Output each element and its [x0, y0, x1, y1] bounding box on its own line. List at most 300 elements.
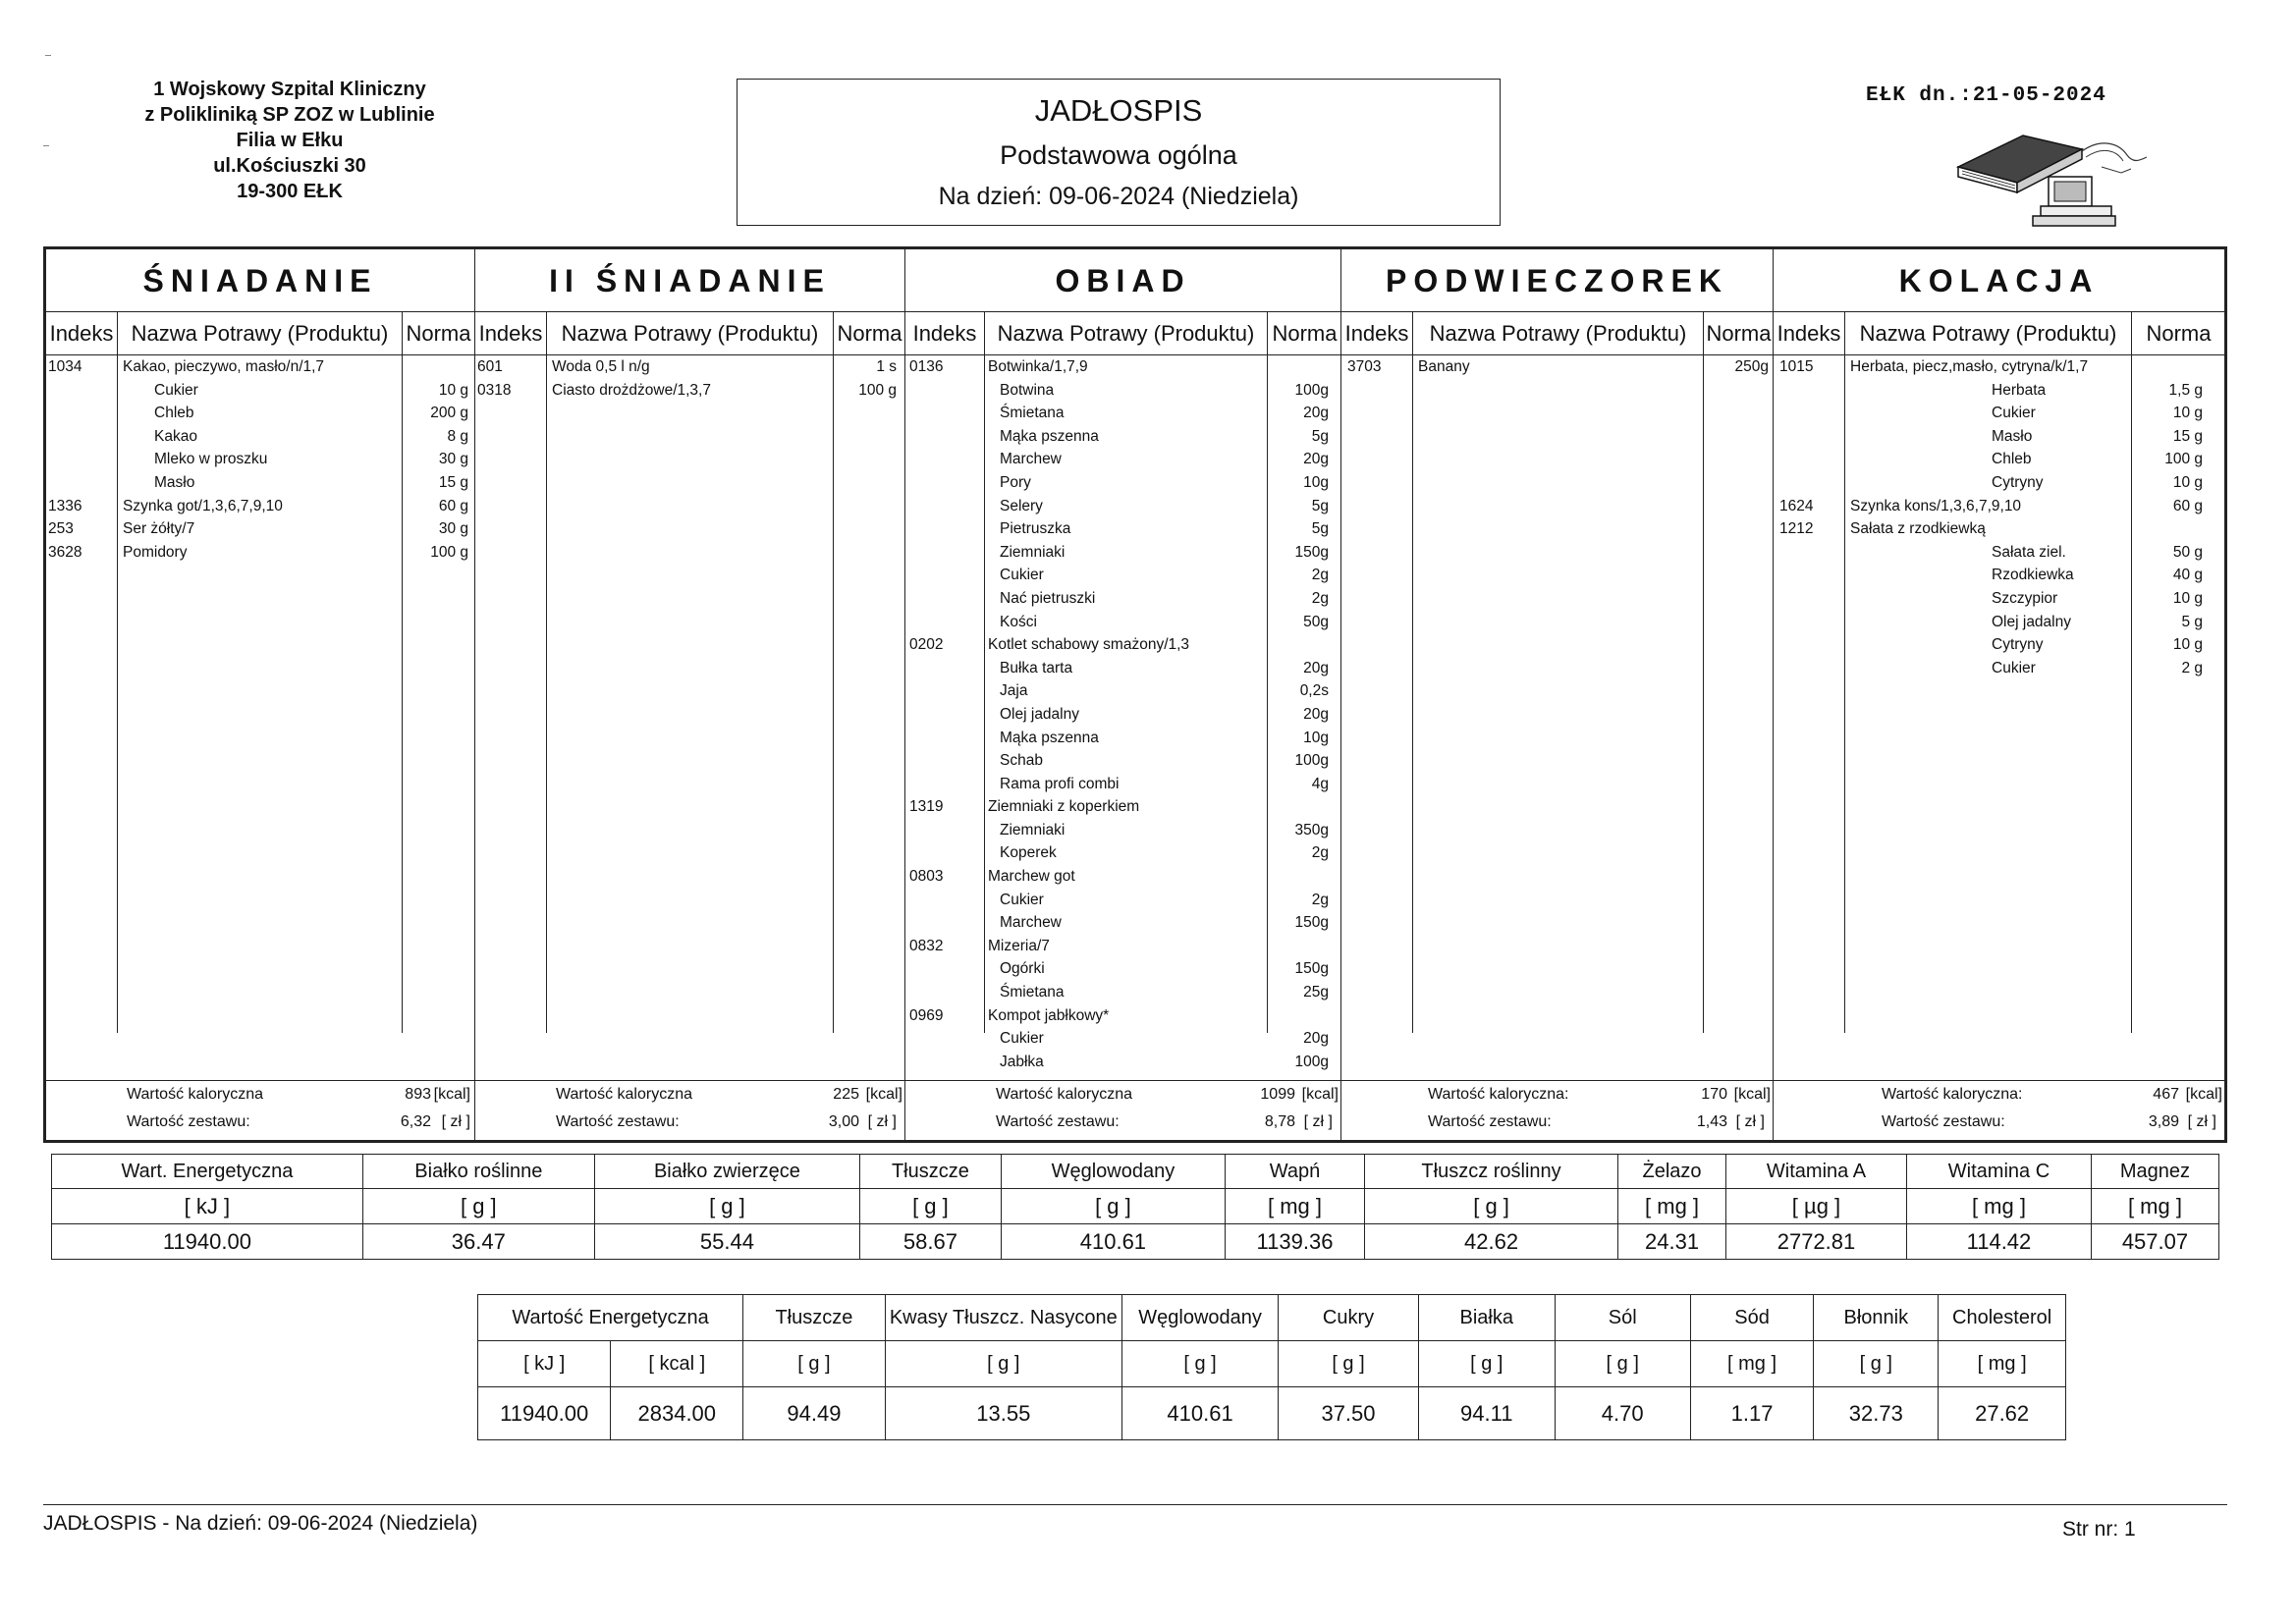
nutrition-value-cell: 94.49 — [743, 1387, 886, 1440]
meal-title: ŚNIADANIE — [46, 249, 474, 312]
nutrition-cell: [ mg ] — [1618, 1189, 1726, 1224]
nutrition-cell: Witamina A — [1726, 1155, 1907, 1189]
nutrition-cell: 42.62 — [1365, 1224, 1618, 1260]
dish-row — [1774, 564, 2224, 587]
dish-row — [905, 679, 1340, 703]
ingredient-name: Kości — [1000, 613, 1037, 630]
dish-row — [905, 773, 1340, 796]
meal-lunch — [904, 249, 1340, 1140]
ingredient-name: Sałata ziel. — [1992, 543, 2066, 561]
dish-row — [905, 425, 1340, 449]
dish-row — [905, 564, 1340, 587]
ingredient-name: Nać pietruszki — [1000, 589, 1096, 607]
dish-index: 1212 — [1779, 520, 1814, 538]
header-name: Nazwa Potrawy (Produktu) — [117, 312, 402, 355]
meal-title: KOLACJA — [1774, 249, 2224, 312]
nutrition-cell: 58.67 — [859, 1224, 1001, 1260]
dish-index: 1034 — [48, 358, 82, 375]
hospital-line: z Polikliniką SP ZOZ w Lublinie — [144, 104, 435, 126]
dish-name: Mizeria/7 — [988, 937, 1050, 954]
dish-name: Banany — [1418, 358, 1470, 375]
nutrition-unit-cell: [ g ] — [1555, 1341, 1690, 1387]
nutrition-cell: [ mg ] — [1225, 1189, 1364, 1224]
dish-row — [1774, 541, 2224, 565]
dish-index: 0803 — [909, 868, 944, 886]
kcal-label: Wartość kaloryczna — [556, 1086, 692, 1103]
header-norma: Norma — [2131, 312, 2225, 355]
dish-norma: 25g — [1303, 984, 1329, 1001]
meal-summary — [1341, 1080, 1773, 1136]
ingredient-name: Marchew — [1000, 914, 1062, 932]
ingredient-name: Cukier — [1000, 567, 1044, 584]
dish-norma: 1 s — [876, 358, 897, 375]
nutrition-header-cell: Cukry — [1279, 1295, 1419, 1341]
dish-row — [1774, 495, 2224, 518]
nutrition-cell: 2772.81 — [1726, 1224, 1907, 1260]
ingredient-name: Selery — [1000, 497, 1043, 514]
dish-norma: 50g — [1303, 613, 1329, 630]
meal-supper — [1773, 249, 2224, 1140]
kcal-unit: [kcal] — [865, 1086, 902, 1103]
hospital-line: 1 Wojskowy Szpital Kliniczny — [153, 79, 426, 100]
cost-value: 3,89 — [2148, 1113, 2179, 1130]
ingredient-name: Mąka pszenna — [1000, 729, 1099, 746]
dish-norma: 30 g — [438, 520, 468, 538]
dish-norma: 100g — [1294, 1053, 1329, 1070]
dish-norma: 10g — [1303, 473, 1329, 491]
header-norma: Norma — [833, 312, 905, 355]
nutrition-header-cell: Sól — [1555, 1295, 1690, 1341]
nutrition-value-cell: 1.17 — [1690, 1387, 1814, 1440]
dish-row — [905, 957, 1340, 981]
nutrition-value-cell: 37.50 — [1279, 1387, 1419, 1440]
dish-norma: 4g — [1311, 775, 1329, 792]
title-box — [737, 79, 1501, 226]
dish-norma: 10 g — [438, 381, 468, 399]
header-index: Indeks — [912, 321, 977, 346]
dish-norma: 20g — [1303, 705, 1329, 723]
kcal-value: 467 — [2153, 1086, 2179, 1103]
cost-value: 3,00 — [828, 1113, 859, 1130]
nutrition-table-summary — [477, 1294, 2066, 1440]
cost-label: Wartość zestawu: — [556, 1113, 680, 1130]
ingredient-name: Śmietana — [1000, 984, 1065, 1001]
nutrition-header-row — [478, 1295, 2066, 1341]
dish-norma: 100 g — [858, 381, 897, 399]
ingredient-name: Mleko w proszku — [154, 451, 268, 468]
nutrition-cell: Wapń — [1225, 1155, 1364, 1189]
dish-norma: 10g — [1303, 729, 1329, 746]
dish-name: Woda 0,5 l n/g — [552, 358, 650, 375]
diet-type: Podstawowa ogólna — [1000, 140, 1237, 170]
dish-norma: 10 g — [2172, 636, 2203, 654]
nutrition-value-cell: 32.73 — [1814, 1387, 1939, 1440]
nutrition-header-cell: Kwasy Tłuszcz. Nasycone — [885, 1295, 1121, 1341]
kcal-unit: [kcal] — [433, 1086, 470, 1103]
kcal-value: 1099 — [1260, 1086, 1295, 1103]
dish-norma: 5g — [1311, 520, 1329, 538]
nutrition-unit-cell: [ g ] — [885, 1341, 1121, 1387]
dish-row — [905, 911, 1340, 935]
nutrition-cell: Witamina C — [1906, 1155, 2091, 1189]
dish-norma: 20g — [1303, 659, 1329, 676]
dish-norma: 150g — [1294, 914, 1329, 932]
cost-unit: [ zł ] — [1735, 1113, 1765, 1130]
dish-row — [1341, 355, 1773, 379]
ingredient-name: Bułka tarta — [1000, 659, 1073, 676]
nutrition-header-cell: Cholesterol — [1939, 1295, 2066, 1341]
nutrition-unit-row — [52, 1189, 2219, 1224]
scan-mark — [45, 55, 51, 56]
nutrition-value-row — [52, 1224, 2219, 1260]
ingredient-name: Chleb — [1992, 451, 2032, 468]
nutrition-cell: [ mg ] — [1906, 1189, 2091, 1224]
cost-value: 1,43 — [1696, 1113, 1727, 1130]
ingredient-name: Masło — [1992, 427, 2033, 445]
dish-row — [1774, 448, 2224, 471]
dish-norma: 2g — [1311, 567, 1329, 584]
meal-title: II ŚNIADANIE — [475, 249, 904, 312]
dish-name: Sałata z rzodkiewką — [1850, 520, 1986, 538]
dish-norma: 60 g — [2172, 497, 2203, 514]
nutrition-unit-cell: [ mg ] — [1939, 1341, 2066, 1387]
dish-index: 601 — [477, 358, 503, 375]
ingredient-name: Botwina — [1000, 381, 1055, 399]
dish-row — [1774, 425, 2224, 449]
ingredient-name: Schab — [1000, 752, 1043, 770]
nutrition-cell: Wart. Energetyczna — [52, 1155, 363, 1189]
meal-summary — [475, 1080, 904, 1136]
dish-index: 3628 — [48, 543, 82, 561]
nutrition-cell: 1139.36 — [1225, 1224, 1364, 1260]
dish-norma: 0,2s — [1299, 682, 1329, 700]
dish-index: 0969 — [909, 1006, 944, 1024]
column-headers — [1341, 312, 1773, 355]
dish-row — [46, 471, 474, 495]
header-name: Nazwa Potrawy (Produktu) — [984, 312, 1267, 355]
cost-value: 6,32 — [400, 1113, 431, 1130]
nutrition-cell: Żelazo — [1618, 1155, 1726, 1189]
dish-norma: 250g — [1734, 358, 1769, 375]
cost-unit: [ zł ] — [441, 1113, 470, 1130]
dish-name: Herbata, piecz,masło, cytryna/k/1,7 — [1850, 358, 2089, 375]
kcal-unit: [kcal] — [1301, 1086, 1339, 1103]
dish-name: Ziemniaki z koperkiem — [988, 798, 1140, 816]
ingredient-name: Cytryny — [1992, 636, 2044, 654]
column-divider — [833, 355, 834, 1033]
nutrition-value-cell: 410.61 — [1121, 1387, 1278, 1440]
kcal-label: Wartość kaloryczna: — [1428, 1086, 1569, 1103]
ingredient-name: Mąka pszenna — [1000, 427, 1099, 445]
cost-unit: [ zł ] — [2187, 1113, 2216, 1130]
header-norma: Norma — [402, 312, 474, 355]
nutrition-unit-cell: [ g ] — [1121, 1341, 1278, 1387]
nutrition-header-cell: Sód — [1690, 1295, 1814, 1341]
dish-index: 253 — [48, 520, 74, 538]
nutrition-cell: 457.07 — [2091, 1224, 2218, 1260]
dish-norma: 100g — [1294, 381, 1329, 399]
scan-mark — [43, 145, 49, 146]
dish-row — [905, 981, 1340, 1004]
nutrition-header-cell: Błonnik — [1814, 1295, 1939, 1341]
header-name: Nazwa Potrawy (Produktu) — [1412, 312, 1703, 355]
dish-row — [1774, 379, 2224, 403]
dish-row — [1774, 471, 2224, 495]
dish-norma: 100 g — [2164, 451, 2203, 468]
column-headers — [905, 312, 1340, 355]
nutrition-cell: Tłuszcz roślinny — [1365, 1155, 1618, 1189]
nutrition-cell: Magnez — [2091, 1155, 2218, 1189]
dish-row — [905, 633, 1340, 657]
nutrition-header-row — [52, 1155, 2219, 1189]
header-index: Indeks — [1777, 321, 1841, 346]
dish-list — [1774, 355, 2224, 679]
column-headers — [46, 312, 474, 355]
hospital-line: ul.Kościuszki 30 — [213, 155, 366, 177]
dish-norma: 5g — [1311, 427, 1329, 445]
dish-norma: 1,5 g — [2168, 381, 2203, 399]
hospital-line: 19-300 EŁK — [237, 181, 343, 202]
ingredient-name: Pietruszka — [1000, 520, 1071, 538]
nutrition-value-row — [478, 1387, 2066, 1440]
dish-norma: 10 g — [2172, 473, 2203, 491]
dish-name: Szynka got/1,3,6,7,9,10 — [123, 497, 283, 514]
cost-label: Wartość zestawu: — [127, 1113, 250, 1130]
ingredient-name: Koperek — [1000, 844, 1057, 862]
dish-norma: 200 g — [430, 405, 468, 422]
cost-label: Wartość zestawu: — [1428, 1113, 1552, 1130]
column-headers — [1774, 312, 2224, 355]
ingredient-name: Olej jadalny — [1000, 705, 1079, 723]
dish-row — [475, 355, 904, 379]
nutrition-cell: [ g ] — [362, 1189, 594, 1224]
dish-norma: 10 g — [2172, 589, 2203, 607]
dish-row — [905, 935, 1340, 958]
dish-index: 0136 — [909, 358, 944, 375]
energy-unit-kj: [ kJ ] — [478, 1341, 611, 1387]
header-index: Indeks — [1344, 321, 1409, 346]
dish-row — [1774, 517, 2224, 541]
header-index: Indeks — [49, 321, 114, 346]
ingredient-name: Ziemniaki — [1000, 543, 1066, 561]
nutrition-header-cell: Białka — [1418, 1295, 1555, 1341]
ingredient-name: Cytryny — [1992, 473, 2044, 491]
dish-norma: 40 g — [2172, 567, 2203, 584]
dish-name: Ciasto drożdżowe/1,3,7 — [552, 381, 711, 399]
meal-summary — [46, 1080, 474, 1136]
nutrition-unit-cell: [ g ] — [1418, 1341, 1555, 1387]
dish-row — [905, 819, 1340, 842]
dish-name: Kompot jabłkowy* — [988, 1006, 1110, 1024]
dish-name: Marchew got — [988, 868, 1075, 886]
nutrition-cell: Tłuszcze — [859, 1155, 1001, 1189]
dish-row — [905, 471, 1340, 495]
dish-list — [475, 355, 904, 402]
dish-index: 3703 — [1347, 358, 1382, 375]
dish-row — [46, 517, 474, 541]
dish-norma: 60 g — [438, 497, 468, 514]
nutrition-unit-cell: [ g ] — [1279, 1341, 1419, 1387]
dish-row — [46, 495, 474, 518]
dish-row — [46, 541, 474, 565]
dish-row — [905, 517, 1340, 541]
nutrition-cell: 11940.00 — [52, 1224, 363, 1260]
dish-norma: 15 g — [438, 473, 468, 491]
nutrition-cell: [ µg ] — [1726, 1189, 1907, 1224]
dish-norma: 20g — [1303, 1030, 1329, 1048]
dish-row — [1774, 611, 2224, 634]
nutrition-cell: 410.61 — [1001, 1224, 1225, 1260]
header-name: Nazwa Potrawy (Produktu) — [546, 312, 833, 355]
kcal-label: Wartość kaloryczna — [996, 1086, 1132, 1103]
dish-name: Kotlet schabowy smażony/1,3 — [988, 636, 1190, 654]
ingredient-name: Chleb — [154, 405, 194, 422]
column-headers — [475, 312, 904, 355]
dish-row — [1774, 402, 2224, 425]
nutrition-cell: 36.47 — [362, 1224, 594, 1260]
ingredient-name: Cukier — [1992, 405, 2036, 422]
dish-row — [905, 355, 1340, 379]
dish-row — [905, 727, 1340, 750]
nutrition-cell: [ g ] — [594, 1189, 859, 1224]
header-norma: Norma — [1267, 312, 1341, 355]
dish-norma: 2 g — [2181, 659, 2203, 676]
kcal-value: 893 — [405, 1086, 431, 1103]
book-computer-icon — [1954, 128, 2151, 230]
nutrition-table-main — [51, 1154, 2219, 1260]
dish-row — [46, 379, 474, 403]
dish-name: Botwinka/1,7,9 — [988, 358, 1088, 375]
dish-index: 0202 — [909, 636, 944, 654]
ingredient-name: Cukier — [1000, 891, 1044, 908]
dish-row — [905, 795, 1340, 819]
ingredient-name: Masło — [154, 473, 195, 491]
hospital-line: Filia w Ełku — [236, 130, 344, 151]
nutrition-value-cell: 94.11 — [1418, 1387, 1555, 1440]
meal-title: PODWIECZOREK — [1341, 249, 1773, 312]
dish-index: 1624 — [1779, 497, 1814, 514]
ingredient-name: Cukier — [1992, 659, 2036, 676]
dish-row — [905, 1027, 1340, 1051]
header-name: Nazwa Potrawy (Produktu) — [1844, 312, 2131, 355]
dish-name: Pomidory — [123, 543, 188, 561]
dish-norma: 50 g — [2172, 543, 2203, 561]
ingredient-name: Cukier — [1000, 1030, 1044, 1048]
nutrition-value-cell: 4.70 — [1555, 1387, 1690, 1440]
dish-row — [905, 841, 1340, 865]
nutrition-cell: [ mg ] — [2091, 1189, 2218, 1224]
dish-row — [905, 541, 1340, 565]
dish-row — [905, 402, 1340, 425]
dish-norma: 8 g — [447, 427, 468, 445]
energy-value-kj: 11940.00 — [478, 1387, 611, 1440]
ingredient-name: Szczypior — [1992, 589, 2058, 607]
dish-list — [1341, 355, 1773, 379]
dish-row — [905, 865, 1340, 889]
dish-row — [1774, 587, 2224, 611]
meal-afternoon-snack — [1340, 249, 1773, 1140]
dish-row — [905, 889, 1340, 912]
nutrition-unit-cell: [ g ] — [1814, 1341, 1939, 1387]
ingredient-name: Kakao — [154, 427, 197, 445]
page-number: Str nr: 1 — [2062, 1518, 2136, 1541]
dish-index: 0832 — [909, 937, 944, 954]
nutrition-cell: 24.31 — [1618, 1224, 1726, 1260]
kcal-value: 170 — [1701, 1086, 1727, 1103]
dish-norma: 5 g — [2181, 613, 2203, 630]
menu-date: Na dzień: 09-06-2024 (Niedziela) — [938, 183, 1299, 210]
dish-norma: 20g — [1303, 405, 1329, 422]
nutrition-cell: 114.42 — [1906, 1224, 2091, 1260]
dish-norma: 10 g — [2172, 405, 2203, 422]
ingredient-name: Olej jadalny — [1992, 613, 2071, 630]
nutrition-cell: [ g ] — [1001, 1189, 1225, 1224]
header-norma: Norma — [1703, 312, 1774, 355]
dish-norma: 150g — [1294, 543, 1329, 561]
nutrition-cell: 55.44 — [594, 1224, 859, 1260]
kcal-value: 225 — [833, 1086, 859, 1103]
ingredient-name: Cukier — [154, 381, 198, 399]
nutrition-cell: [ g ] — [1365, 1189, 1618, 1224]
dish-norma: 20g — [1303, 451, 1329, 468]
dish-name: Szynka kons/1,3,6,7,9,10 — [1850, 497, 2022, 514]
dish-norma: 2g — [1311, 891, 1329, 908]
meal-title: OBIAD — [905, 249, 1340, 312]
ingredient-name: Pory — [1000, 473, 1031, 491]
meal-summary — [905, 1080, 1340, 1136]
column-divider — [1412, 355, 1413, 1033]
dish-name: Ser żółty/7 — [123, 520, 195, 538]
dish-norma: 2g — [1311, 844, 1329, 862]
cost-unit: [ zł ] — [867, 1113, 897, 1130]
ingredient-name: Rzodkiewka — [1992, 567, 2074, 584]
ingredient-name: Jabłka — [1000, 1053, 1044, 1070]
dish-row — [905, 749, 1340, 773]
cost-unit: [ zł ] — [1303, 1113, 1333, 1130]
dish-name: Kakao, pieczywo, masło/n/1,7 — [123, 358, 325, 375]
dish-list — [46, 355, 474, 564]
ingredient-name: Śmietana — [1000, 405, 1065, 422]
nutrition-header-cell: Węglowodany — [1121, 1295, 1278, 1341]
kcal-unit: [kcal] — [1733, 1086, 1771, 1103]
cost-label: Wartość zestawu: — [996, 1113, 1120, 1130]
kcal-label: Wartość kaloryczna: — [1882, 1086, 2023, 1103]
ingredient-name: Herbata — [1992, 381, 2047, 399]
kcal-label: Wartość kaloryczna — [127, 1086, 263, 1103]
dish-row — [1774, 633, 2224, 657]
nutrition-cell: Białko roślinne — [362, 1155, 594, 1189]
dish-index: 1015 — [1779, 358, 1814, 375]
nutrition-unit-cell: [ g ] — [743, 1341, 886, 1387]
nutrition-unit-row — [478, 1341, 2066, 1387]
dish-row — [905, 448, 1340, 471]
dish-norma: 15 g — [2172, 427, 2203, 445]
meal-second-breakfast — [474, 249, 904, 1140]
dish-row — [1774, 657, 2224, 680]
ingredient-name: Marchew — [1000, 451, 1062, 468]
nutrition-value-cell: 27.62 — [1939, 1387, 2066, 1440]
dish-row — [46, 355, 474, 379]
dish-list — [905, 355, 1340, 1073]
footer-divider — [43, 1504, 2227, 1505]
nutrition-cell: [ kJ ] — [52, 1189, 363, 1224]
print-date: EŁK dn.:21-05-2024 — [1866, 84, 2106, 107]
footer-title: JADŁOSPIS - Na dzień: 09-06-2024 (Niedziela) — [43, 1512, 478, 1535]
hospital-address — [98, 77, 481, 204]
dish-row — [905, 379, 1340, 403]
nutrition-header-cell: Tłuszcze — [743, 1295, 886, 1341]
kcal-unit: [kcal] — [2185, 1086, 2222, 1103]
